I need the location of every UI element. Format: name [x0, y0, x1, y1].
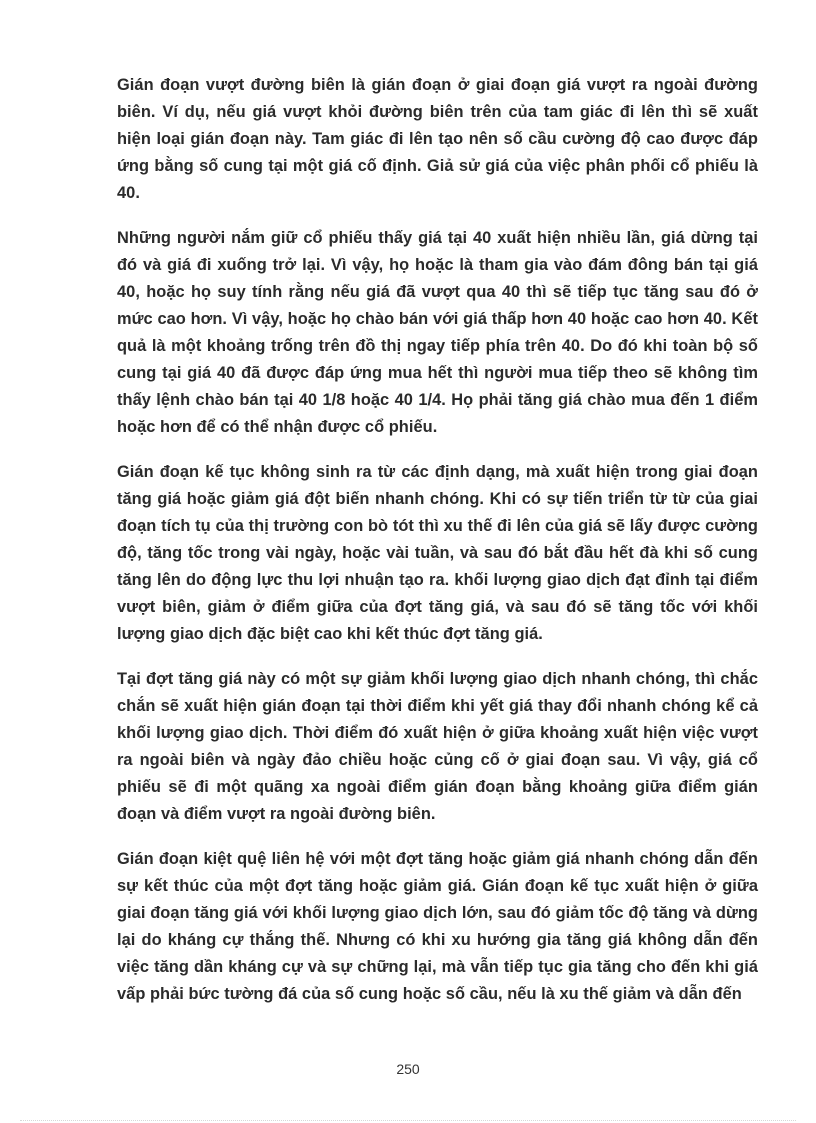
paragraph-3: Gián đoạn kế tục không sinh ra từ các định dạng, mà xuất hiện trong giai đoạn tăng giá hoặc giảm giá đột biến nhanh chóng. Khi có sự tiến triển từ từ của giai đoạn tích tụ của thị trường con bò tót thì xu thế đi lên của giá sẽ lấy được cường độ, tăng tốc trong vài ngày, hoặc vài tuần, và sau đó bắt đầu hết đà khi số cung tăng lên do động lực thu lợi nhuận tạo ra. khối lượng giao dịch đạt đỉnh tại điểm vượt biên, giảm ở điểm giữa của đợt tăng giá, và sau đó sẽ tăng tốc với khối lượng giao dịch đặc biệt cao khi kết thúc đợt tăng giá. [117, 463, 758, 643]
paragraph-5: Gián đoạn kiệt quệ liên hệ với một đợt tăng hoặc giảm giá nhanh chóng dẫn đến sự kết thúc của một đợt tăng hoặc giảm giá. Gián đoạn kế tục xuất hiện ở giữa giai đoạn tăng giá với khối lượng giao dịch lớn, sau đó giảm tốc độ tăng và dừng lại do kháng cự thắng thế. Nhưng có khi xu hướng gia tăng giá không dẫn đến việc tăng dần kháng cự và sự chững lại, mà vẫn tiếp tục gia tăng cho đến khi giá vấp phải bức tường đá của số cung hoặc số cầu, nếu là xu thế giảm và dẫn đến [117, 850, 758, 1003]
paragraph-2: Những người nắm giữ cổ phiếu thấy giá tại 40 xuất hiện nhiều lần, giá dừng tại đó và giá đi xuống trở lại. Vì vậy, họ hoặc là tham gia vào đám đông bán tại giá 40, hoặc họ suy tính rằng nếu giá đã vượt qua 40 thì sẽ tiếp tục tăng sau đó ở mức cao hơn. Vì vậy, hoặc họ chào bán với giá thấp hơn 40 hoặc cao hơn 40. Kết quả là một khoảng trống trên đồ thị ngay tiếp phía trên 40. Do đó khi toàn bộ số cung tại giá 40 đã được đáp ứng mua hết thì người mua tiếp theo sẽ không tìm thấy lệnh chào bán tại 40 1/8 hoặc 40 1/4. Họ phải tăng giá chào mua đến 1 điểm hoặc hơn để có thể nhận được cổ phiếu. [117, 229, 758, 436]
paragraph-1: Gián đoạn vượt đường biên là gián đoạn ở giai đoạn giá vượt ra ngoài đường biên. Ví dụ, nếu giá vượt khỏi đường biên trên của tam giác đi lên thì sẽ xuất hiện loại gián đoạn này. Tam giác đi lên tạo nên số cầu cường độ cao được đáp ứng bằng số cung tại một giá cố định. Giả sử giá của việc phân phối cổ phiếu là 40. [117, 76, 758, 202]
page-number: 250 [396, 1061, 420, 1077]
page-bottom-divider [20, 1120, 796, 1121]
body-text [117, 72, 758, 1026]
paragraph-4: Tại đợt tăng giá này có một sự giảm khối lượng giao dịch nhanh chóng, thì chắc chắn sẽ xuất hiện gián đoạn tại thời điểm khi yết giá thay đổi nhanh chóng kể cả khối lượng giao dịch. Thời điểm đó xuất hiện ở giữa khoảng xuất hiện việc vượt ra ngoài biên và ngày đảo chiều hoặc củng cố ở giai đoạn sau. Vì vậy, giá cổ phiếu sẽ đi một quãng xa ngoài điểm gián đoạn bằng khoảng giữa điểm gián đoạn và điểm vượt ra ngoài đường biên. [117, 670, 758, 823]
